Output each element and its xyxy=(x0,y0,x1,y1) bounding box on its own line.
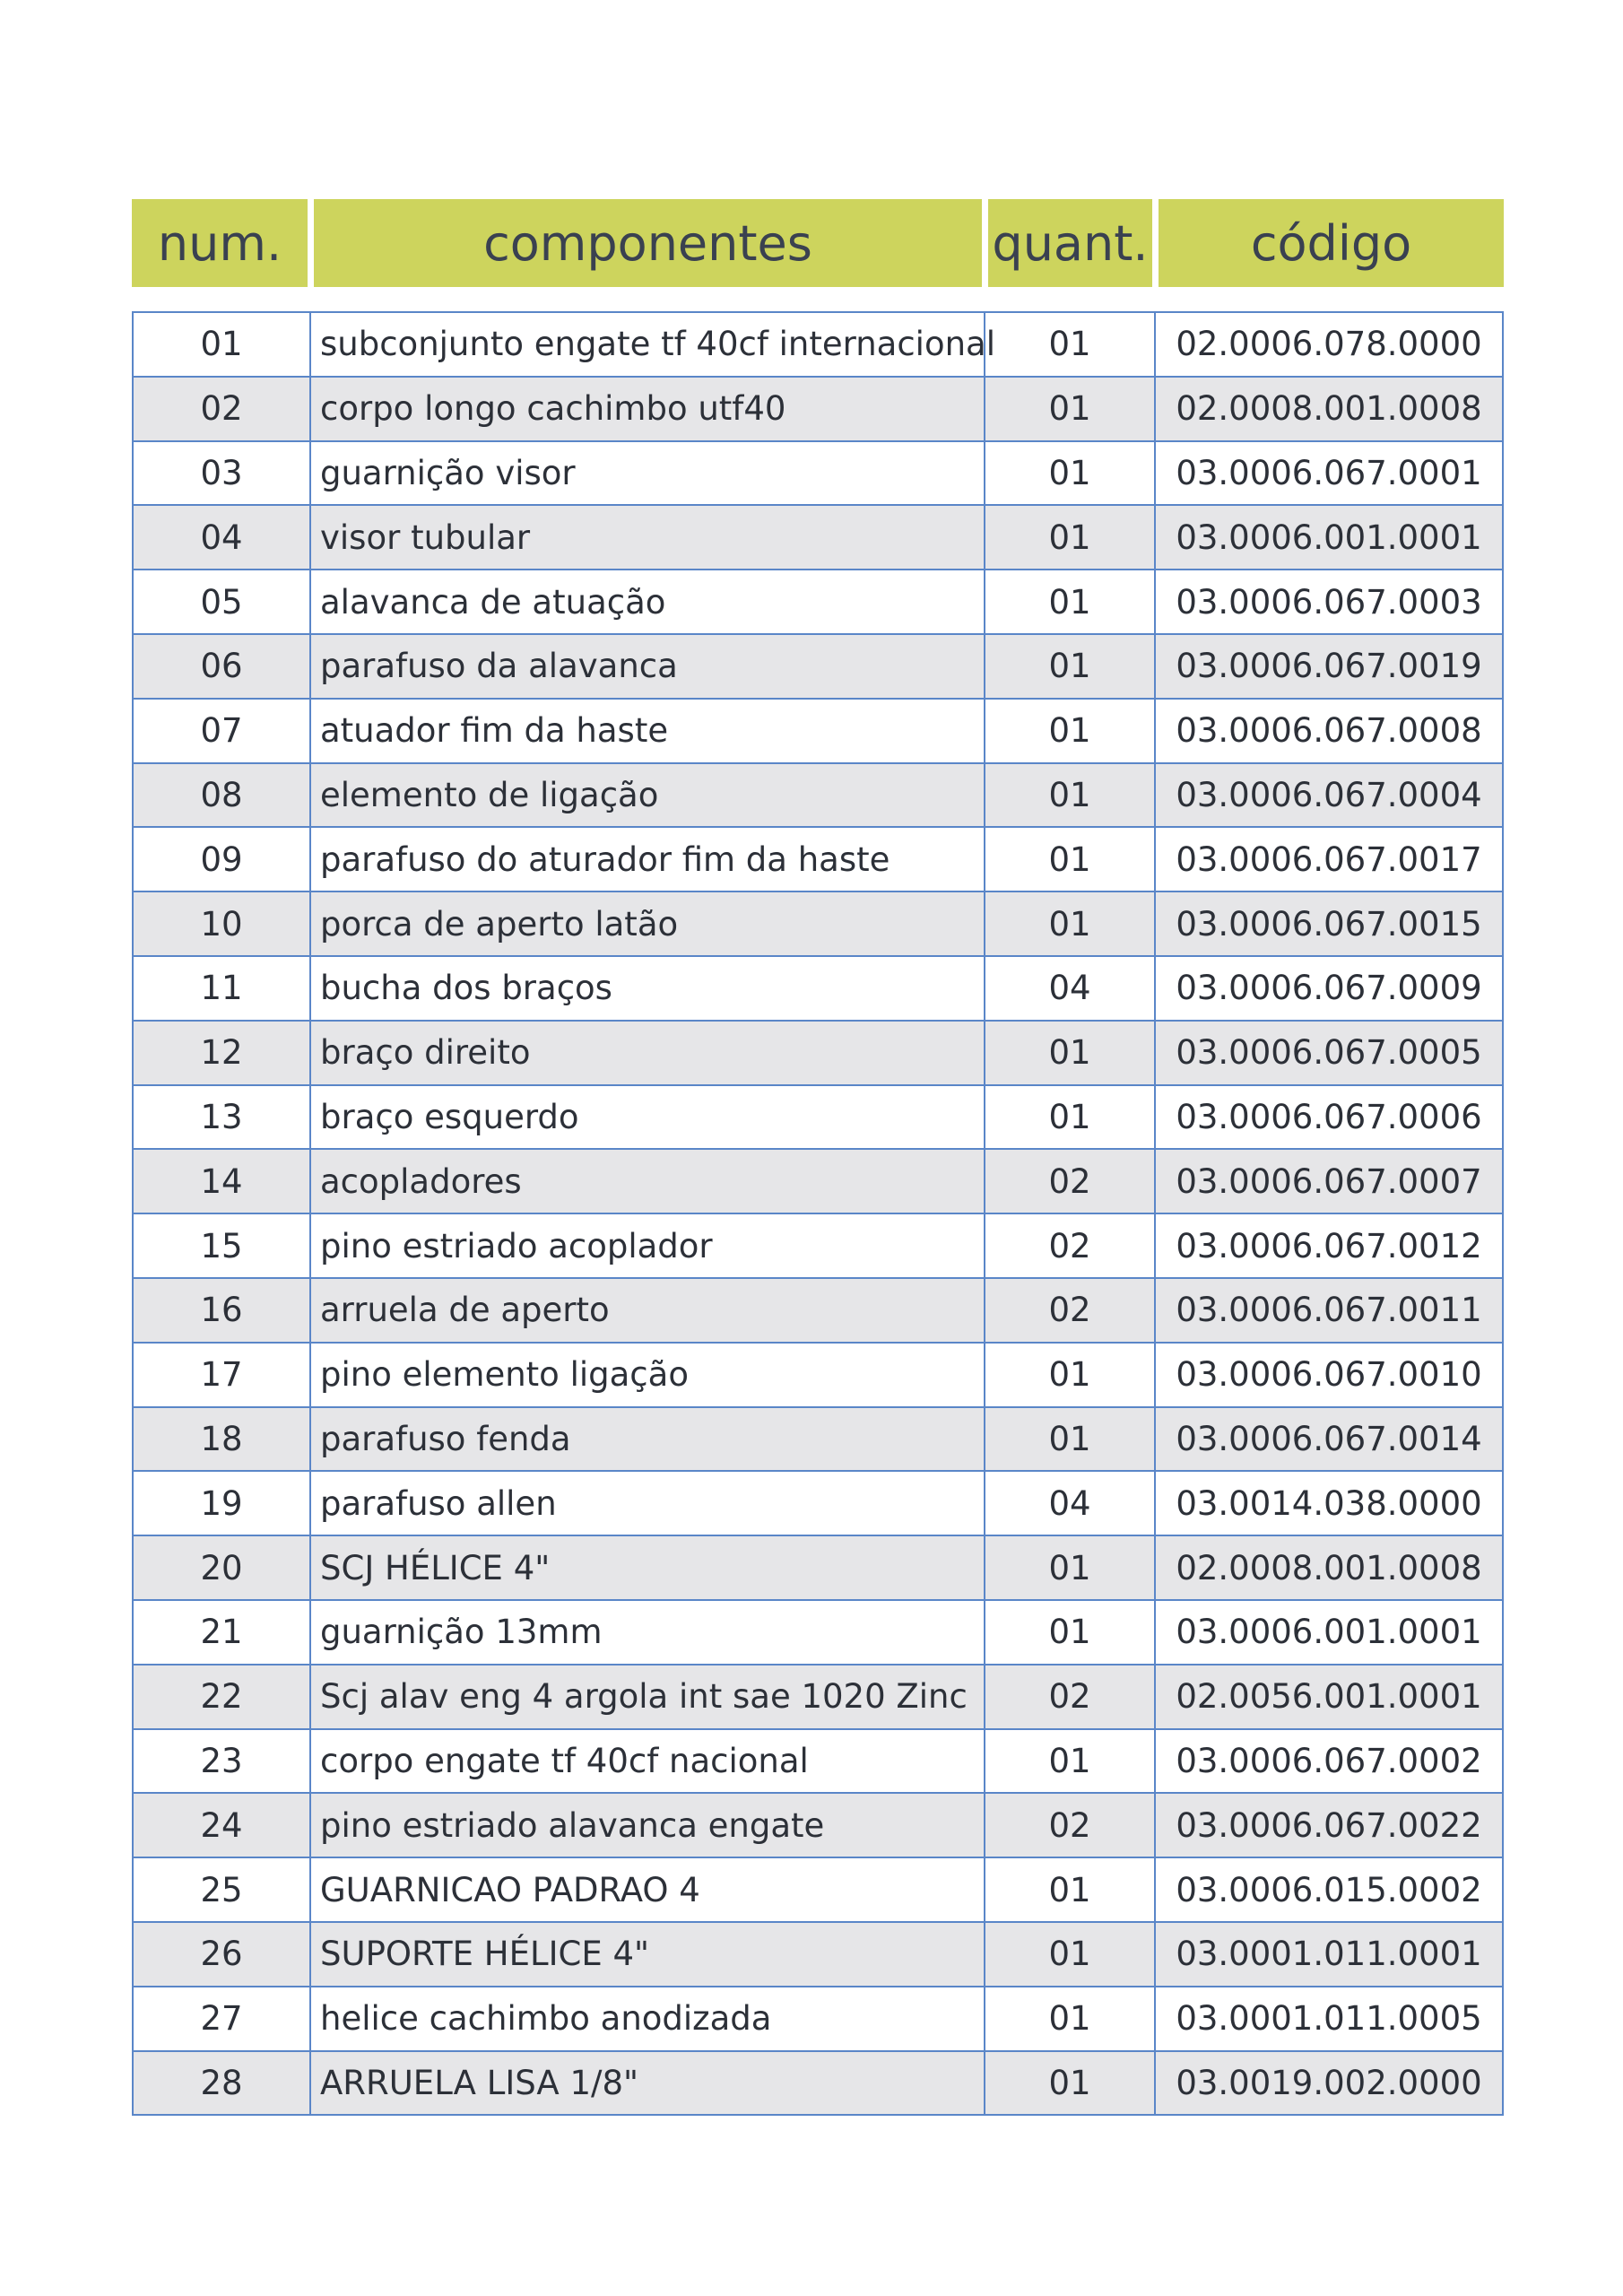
row-num: 14 xyxy=(134,1150,311,1213)
row-num: 18 xyxy=(134,1408,311,1471)
row-quant: 01 xyxy=(985,570,1156,633)
row-codigo: 03.0006.067.0008 xyxy=(1176,711,1482,751)
row-num: 17 xyxy=(134,1344,311,1406)
row-componente: ARRUELA LISA 1/8" xyxy=(311,2052,985,2115)
header-componentes: componentes xyxy=(314,199,982,287)
row-quant: 04 xyxy=(985,1472,1156,1535)
row-num: 24 xyxy=(134,1794,311,1857)
row-codigo: 03.0006.067.0022 xyxy=(1176,1805,1482,1845)
table-row xyxy=(134,570,1502,635)
row-codigo: 02.0056.001.0001 xyxy=(1176,1677,1482,1717)
row-quant: 01 xyxy=(985,764,1156,827)
row-quant: 01 xyxy=(985,1086,1156,1149)
table-row xyxy=(134,1794,1502,1858)
row-componente: subconjunto engate tf 40cf internacional xyxy=(311,313,985,376)
row-codigo: 03.0001.011.0001 xyxy=(1176,1935,1482,1974)
table-row xyxy=(134,1665,1502,1730)
row-quant: 01 xyxy=(985,442,1156,505)
row-num: 12 xyxy=(134,1022,311,1084)
row-quant: 01 xyxy=(985,1536,1156,1599)
row-codigo: 03.0019.002.0000 xyxy=(1176,2063,1482,2102)
row-num: 04 xyxy=(134,506,311,569)
row-quant: 02 xyxy=(985,1665,1156,1728)
row-num: 23 xyxy=(134,1730,311,1793)
table-row xyxy=(134,506,1502,570)
row-componente: braço esquerdo xyxy=(311,1086,985,1149)
table-row xyxy=(134,635,1502,700)
table-row xyxy=(134,1408,1502,1473)
row-codigo: 03.0006.067.0012 xyxy=(1176,1226,1482,1265)
table-row xyxy=(134,892,1502,957)
table-row xyxy=(134,2052,1502,2117)
row-num: 10 xyxy=(134,892,311,955)
row-codigo: 02.0006.078.0000 xyxy=(1176,325,1482,364)
row-num: 28 xyxy=(134,2052,311,2115)
table-row xyxy=(134,378,1502,442)
row-componente: parafuso da alavanca xyxy=(311,635,985,698)
row-codigo: 03.0006.067.0010 xyxy=(1176,1355,1482,1395)
row-codigo: 03.0006.001.0001 xyxy=(1176,517,1482,557)
row-num: 26 xyxy=(134,1923,311,1986)
row-num: 22 xyxy=(134,1665,311,1728)
row-num: 16 xyxy=(134,1279,311,1342)
table-row xyxy=(134,828,1502,892)
row-codigo: 03.0006.067.0003 xyxy=(1176,582,1482,622)
row-quant: 01 xyxy=(985,2052,1156,2115)
table-row xyxy=(134,1472,1502,1536)
row-quant: 01 xyxy=(985,1858,1156,1921)
row-num: 01 xyxy=(134,313,311,376)
row-componente: atuador fim da haste xyxy=(311,700,985,762)
row-quant: 02 xyxy=(985,1279,1156,1342)
row-quant: 01 xyxy=(985,506,1156,569)
row-num: 05 xyxy=(134,570,311,633)
row-codigo: 03.0006.001.0001 xyxy=(1176,1613,1482,1652)
row-quant: 01 xyxy=(985,313,1156,376)
row-quant: 01 xyxy=(985,1408,1156,1471)
row-componente: guarnição visor xyxy=(311,442,985,505)
row-num: 11 xyxy=(134,957,311,1020)
row-codigo: 02.0008.001.0008 xyxy=(1176,1548,1482,1587)
table-row xyxy=(134,957,1502,1022)
row-componente: visor tubular xyxy=(311,506,985,569)
row-codigo: 03.0006.067.0017 xyxy=(1176,839,1482,879)
row-codigo: 03.0014.038.0000 xyxy=(1176,1483,1482,1523)
row-quant: 01 xyxy=(985,892,1156,955)
row-componente: arruela de aperto xyxy=(311,1279,985,1342)
table-row xyxy=(134,1858,1502,1923)
row-componente: braço direito xyxy=(311,1022,985,1084)
table-row xyxy=(134,1344,1502,1408)
row-componente: SCJ HÉLICE 4" xyxy=(311,1536,985,1599)
row-quant: 01 xyxy=(985,828,1156,891)
row-componente: GUARNICAO PADRAO 4 xyxy=(311,1858,985,1921)
row-codigo: 03.0006.067.0015 xyxy=(1176,904,1482,944)
row-componente: pino estriado alavanca engate xyxy=(311,1794,985,1857)
table-row xyxy=(134,1214,1502,1279)
row-num: 21 xyxy=(134,1601,311,1664)
row-num: 08 xyxy=(134,764,311,827)
row-codigo: 03.0006.067.0011 xyxy=(1176,1291,1482,1330)
row-codigo: 02.0008.001.0008 xyxy=(1176,389,1482,429)
row-num: 13 xyxy=(134,1086,311,1149)
table-row xyxy=(134,442,1502,507)
table-row xyxy=(134,1022,1502,1086)
row-componente: pino elemento ligação xyxy=(311,1344,985,1406)
header-quant: quant. xyxy=(988,199,1152,287)
table-row xyxy=(134,1086,1502,1151)
row-componente: parafuso do aturador fim da haste xyxy=(311,828,985,891)
row-num: 07 xyxy=(134,700,311,762)
row-codigo: 03.0006.067.0014 xyxy=(1176,1419,1482,1458)
parts-table xyxy=(132,311,1504,2116)
row-num: 03 xyxy=(134,442,311,505)
row-componente: corpo longo cachimbo utf40 xyxy=(311,378,985,440)
table-row xyxy=(134,1150,1502,1214)
row-num: 25 xyxy=(134,1858,311,1921)
row-quant: 02 xyxy=(985,1150,1156,1213)
row-componente: alavanca de atuação xyxy=(311,570,985,633)
row-codigo: 03.0006.067.0006 xyxy=(1176,1097,1482,1136)
row-num: 02 xyxy=(134,378,311,440)
row-num: 27 xyxy=(134,1987,311,2050)
row-componente: guarnição 13mm xyxy=(311,1601,985,1664)
table-row xyxy=(134,1987,1502,2052)
row-codigo: 03.0006.067.0007 xyxy=(1176,1161,1482,1201)
row-componente: elemento de ligação xyxy=(311,764,985,827)
table-row xyxy=(134,700,1502,764)
row-num: 19 xyxy=(134,1472,311,1535)
row-quant: 01 xyxy=(985,700,1156,762)
row-quant: 01 xyxy=(985,1344,1156,1406)
row-quant: 02 xyxy=(985,1794,1156,1857)
row-codigo: 03.0006.067.0002 xyxy=(1176,1741,1482,1780)
row-componente: acopladores xyxy=(311,1150,985,1213)
table-row xyxy=(134,1601,1502,1665)
row-codigo: 03.0006.067.0001 xyxy=(1176,453,1482,492)
table-row xyxy=(134,1279,1502,1344)
header-codigo: código xyxy=(1159,199,1504,287)
table-row xyxy=(134,1923,1502,1987)
row-quant: 01 xyxy=(985,1730,1156,1793)
row-componente: parafuso allen xyxy=(311,1472,985,1535)
row-codigo: 03.0006.015.0002 xyxy=(1176,1870,1482,1909)
row-quant: 02 xyxy=(985,1214,1156,1277)
row-componente: helice cachimbo anodizada xyxy=(311,1987,985,2050)
row-codigo: 03.0006.067.0004 xyxy=(1176,775,1482,814)
row-componente: porca de aperto latão xyxy=(311,892,985,955)
row-quant: 01 xyxy=(985,1022,1156,1084)
row-num: 15 xyxy=(134,1214,311,1277)
row-num: 06 xyxy=(134,635,311,698)
row-codigo: 03.0006.067.0009 xyxy=(1176,969,1482,1008)
table-row xyxy=(134,1536,1502,1601)
row-codigo: 03.0006.067.0005 xyxy=(1176,1033,1482,1073)
table-row xyxy=(134,1730,1502,1795)
table-row xyxy=(134,764,1502,829)
table-row xyxy=(134,313,1502,378)
row-quant: 01 xyxy=(985,1601,1156,1664)
row-quant: 01 xyxy=(985,378,1156,440)
row-quant: 01 xyxy=(985,1923,1156,1986)
row-componente: bucha dos braços xyxy=(311,957,985,1020)
row-codigo: 03.0001.011.0005 xyxy=(1176,1999,1482,2039)
row-quant: 04 xyxy=(985,957,1156,1020)
row-componente: corpo engate tf 40cf nacional xyxy=(311,1730,985,1793)
table-header xyxy=(132,199,1504,287)
row-num: 20 xyxy=(134,1536,311,1599)
row-num: 09 xyxy=(134,828,311,891)
row-componente: Scj alav eng 4 argola int sae 1020 Zinc xyxy=(311,1665,985,1728)
row-componente: pino estriado acoplador xyxy=(311,1214,985,1277)
row-quant: 01 xyxy=(985,635,1156,698)
row-quant: 01 xyxy=(985,1987,1156,2050)
row-componente: SUPORTE HÉLICE 4" xyxy=(311,1923,985,1986)
header-num: num. xyxy=(132,199,308,287)
row-codigo: 03.0006.067.0019 xyxy=(1176,647,1482,686)
row-componente: parafuso fenda xyxy=(311,1408,985,1471)
